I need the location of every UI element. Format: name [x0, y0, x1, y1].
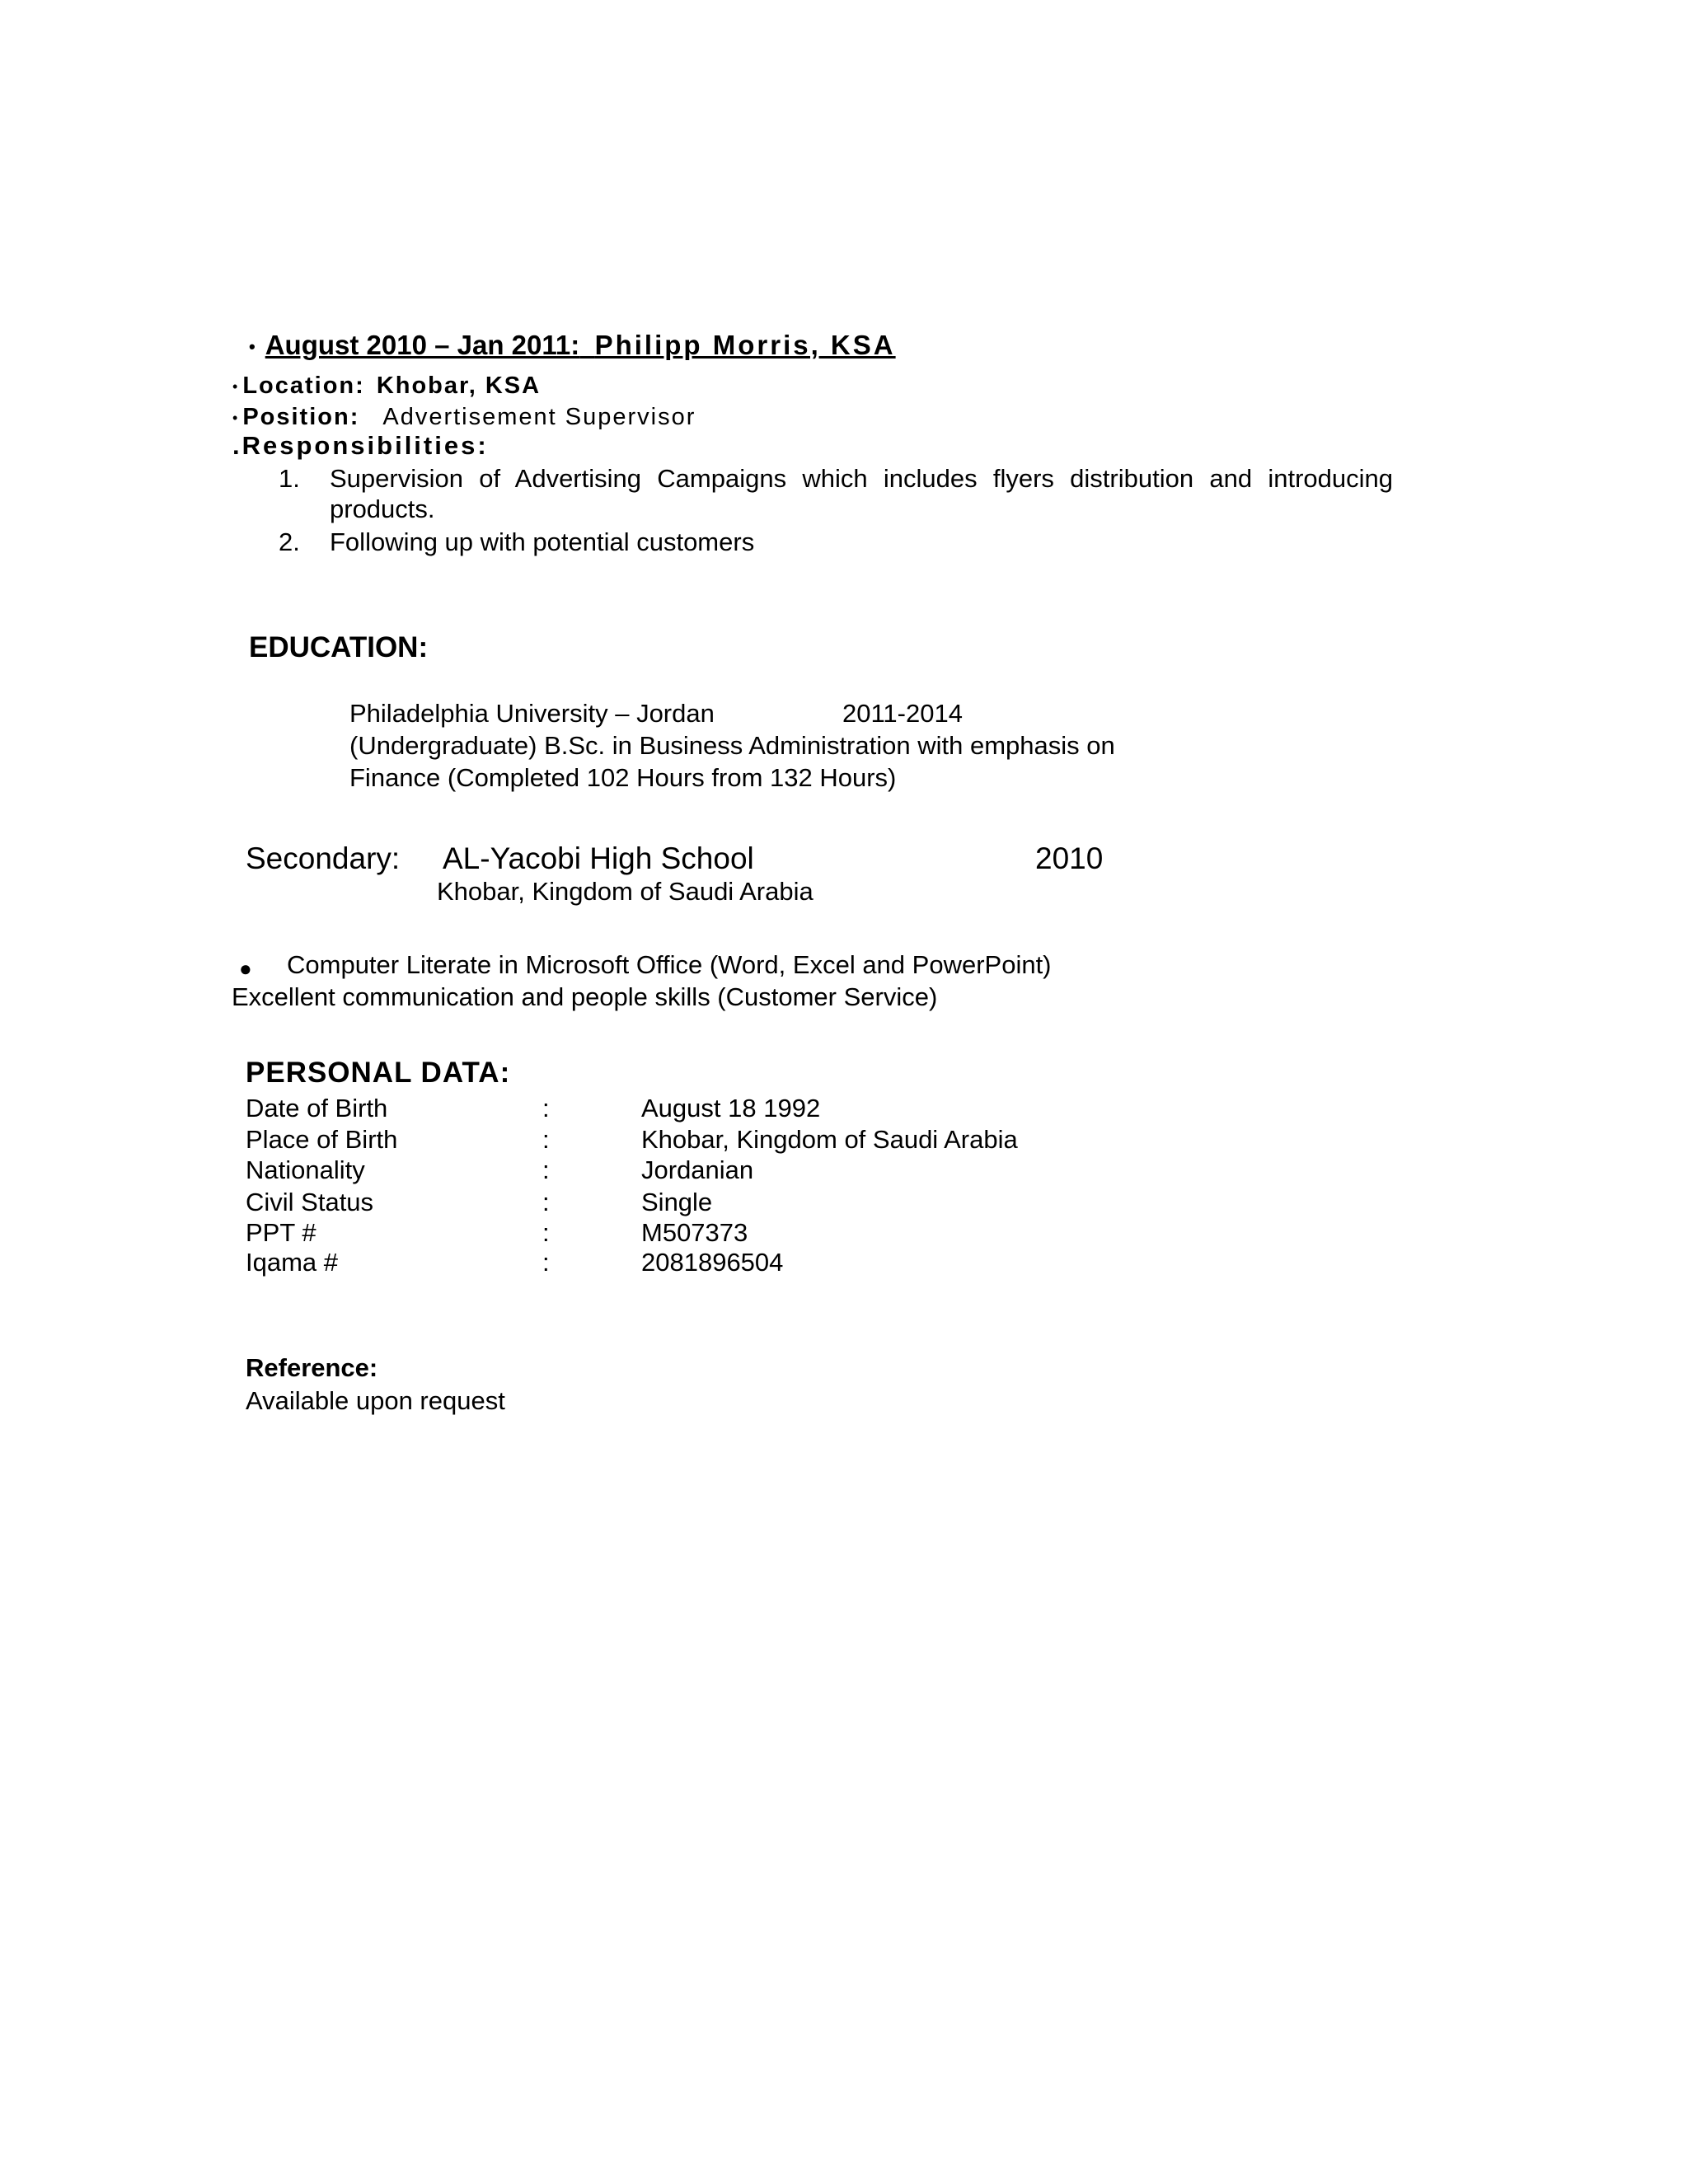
personal-label: Civil Status	[246, 1188, 374, 1216]
responsibilities-heading: .Responsibilities:	[232, 431, 489, 460]
degree-line: (Undergraduate) B.Sc. in Business Administration with emphasis on	[349, 731, 1115, 760]
personal-data-heading	[246, 1057, 510, 1090]
personal-colon: :	[542, 1155, 550, 1184]
list-item: Following up with potential customers	[330, 527, 755, 556]
bullet-icon: •	[249, 336, 256, 358]
personal-label: Iqama #	[246, 1248, 339, 1277]
position-value: Advertisement Supervisor	[382, 404, 696, 430]
personal-label: Place of Birth	[246, 1125, 398, 1154]
bullet-icon: ●	[239, 956, 252, 981]
education-heading: EDUCATION:	[249, 631, 429, 663]
skill-communication: Excellent communication and people skills (Customer Service)	[232, 982, 938, 1011]
personal-label: Date of Birth	[246, 1094, 388, 1122]
secondary-year: 2010	[1035, 841, 1104, 875]
secondary-label: Secondary:	[246, 841, 401, 875]
personal-label: PPT #	[246, 1218, 316, 1247]
secondary-place: Khobar, Kingdom of Saudi Arabia	[437, 877, 814, 906]
list-item: Supervision of Advertising Campaigns which includes flyers distribution and introducing	[330, 464, 1393, 493]
secondary-school: AL-Yacobi High School	[443, 841, 754, 875]
personal-colon: :	[542, 1188, 550, 1216]
list-item-number: 2.	[279, 527, 300, 556]
reference-heading: Reference:	[246, 1353, 378, 1382]
university-line: Philadelphia University – Jordan	[349, 699, 715, 728]
location-value: Khobar, KSA	[376, 373, 542, 399]
personal-data-heading-text: PERSONAL DATA:	[246, 1057, 511, 1089]
personal-colon: :	[542, 1248, 550, 1277]
location-label: Location:	[242, 373, 365, 399]
finance-line: Finance (Completed 102 Hours from 132 Hours)	[349, 763, 897, 792]
personal-colon: :	[542, 1218, 550, 1247]
personal-colon: :	[542, 1125, 550, 1154]
reference-text: Available upon request	[246, 1386, 505, 1415]
job-employer: Philipp Morris, KSA	[594, 330, 896, 360]
personal-value: Single	[641, 1188, 713, 1216]
list-item-continuation: products.	[330, 494, 435, 523]
bullet-icon: •	[232, 377, 238, 395]
bullet-icon: •	[232, 409, 238, 426]
university-years: 2011-2014	[842, 699, 963, 728]
personal-value: August 18 1992	[641, 1094, 821, 1122]
position-label: Position:	[242, 404, 360, 430]
personal-value: Jordanian	[641, 1155, 754, 1184]
personal-colon: :	[542, 1094, 550, 1122]
personal-value: M507373	[641, 1218, 748, 1247]
personal-label: Nationality	[246, 1155, 365, 1184]
job-heading	[249, 330, 896, 361]
job-location	[232, 373, 541, 400]
list-item-number: 1.	[279, 464, 300, 493]
personal-value: Khobar, Kingdom of Saudi Arabia	[641, 1125, 1018, 1154]
personal-value: 2081896504	[641, 1248, 784, 1277]
job-period: August 2010 – Jan 2011:	[265, 330, 580, 360]
job-position	[232, 404, 696, 431]
skill-computer: Computer Literate in Microsoft Office (Word, Excel and PowerPoint)	[287, 950, 1052, 979]
